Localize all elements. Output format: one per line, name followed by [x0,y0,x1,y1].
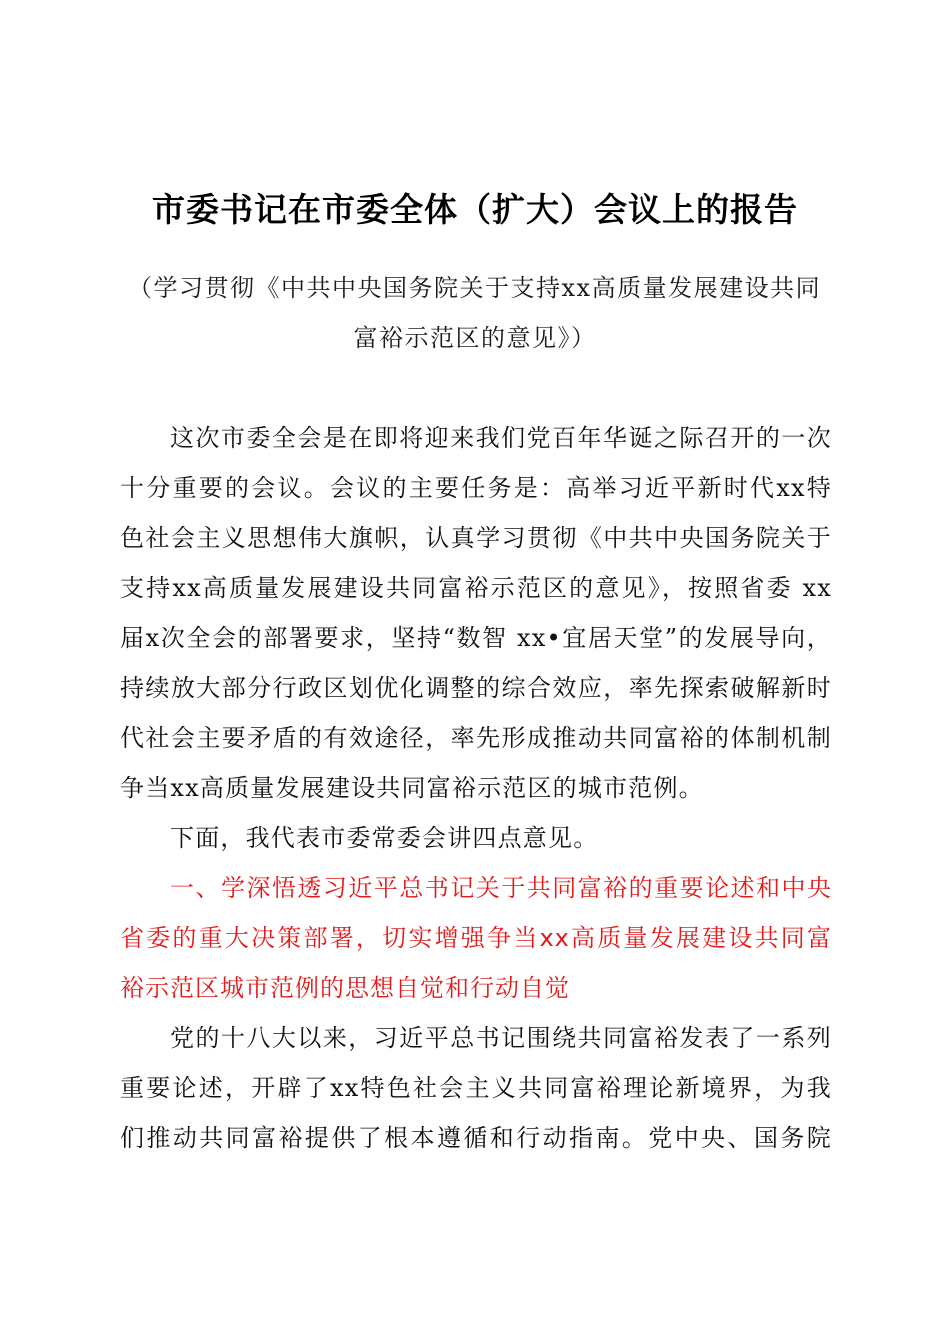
subtitle-line-1: （学习贯彻《中共中央国务院关于支持xx高质量发展建设共同 [128,274,822,302]
section-heading-line: 省委的重大决策部署，切实增强争当xx高质量发展建设共同富 [120,924,832,952]
paragraph-1-line: 争当xx高质量发展建设共同富裕示范区的城市范例。 [120,774,704,802]
paragraph-2: 下面，我代表市委常委会讲四点意见。 [170,824,599,852]
section-heading-line: 一、学深悟透习近平总书记关于共同富裕的重要论述和中央 [170,874,832,902]
paragraph-3-line: 重要论述，开辟了xx特色社会主义共同富裕理论新境界，为我 [120,1074,832,1102]
section-heading-line: 裕示范区城市范例的思想自觉和行动自觉 [120,974,570,1002]
paragraph-1-line: 代社会主要矛盾的有效途径，率先形成推动共同富裕的体制机制 [120,724,832,752]
document-title: 市委书记在市委全体（扩大）会议上的报告 [152,190,798,229]
subtitle-line-2: 富裕示范区的意见》） [353,324,597,352]
paragraph-1-line: 这次市委全会是在即将迎来我们党百年华诞之际召开的一次 [170,424,832,452]
paragraph-1-line: 色社会主义思想伟大旗帜，认真学习贯彻《中共中央国务院关于 [120,524,832,552]
paragraph-1-line: 十分重要的会议。会议的主要任务是：高举习近平新时代xx特 [120,474,832,502]
paragraph-1-line: 支持xx高质量发展建设共同富裕示范区的意见》，按照省委 xx [120,574,832,602]
paragraph-3-line: 们推动共同富裕提供了根本遵循和行动指南。党中央、国务院 [120,1124,832,1152]
paragraph-1-line: 届x次全会的部署要求，坚持“数智 xx•宜居天堂”的发展导向， [120,624,832,652]
paragraph-1-line: 持续放大部分行政区划优化调整的综合效应，率先探索破解新时 [120,674,832,702]
paragraph-3-line: 党的十八大以来，习近平总书记围绕共同富裕发表了一系列 [170,1024,832,1052]
